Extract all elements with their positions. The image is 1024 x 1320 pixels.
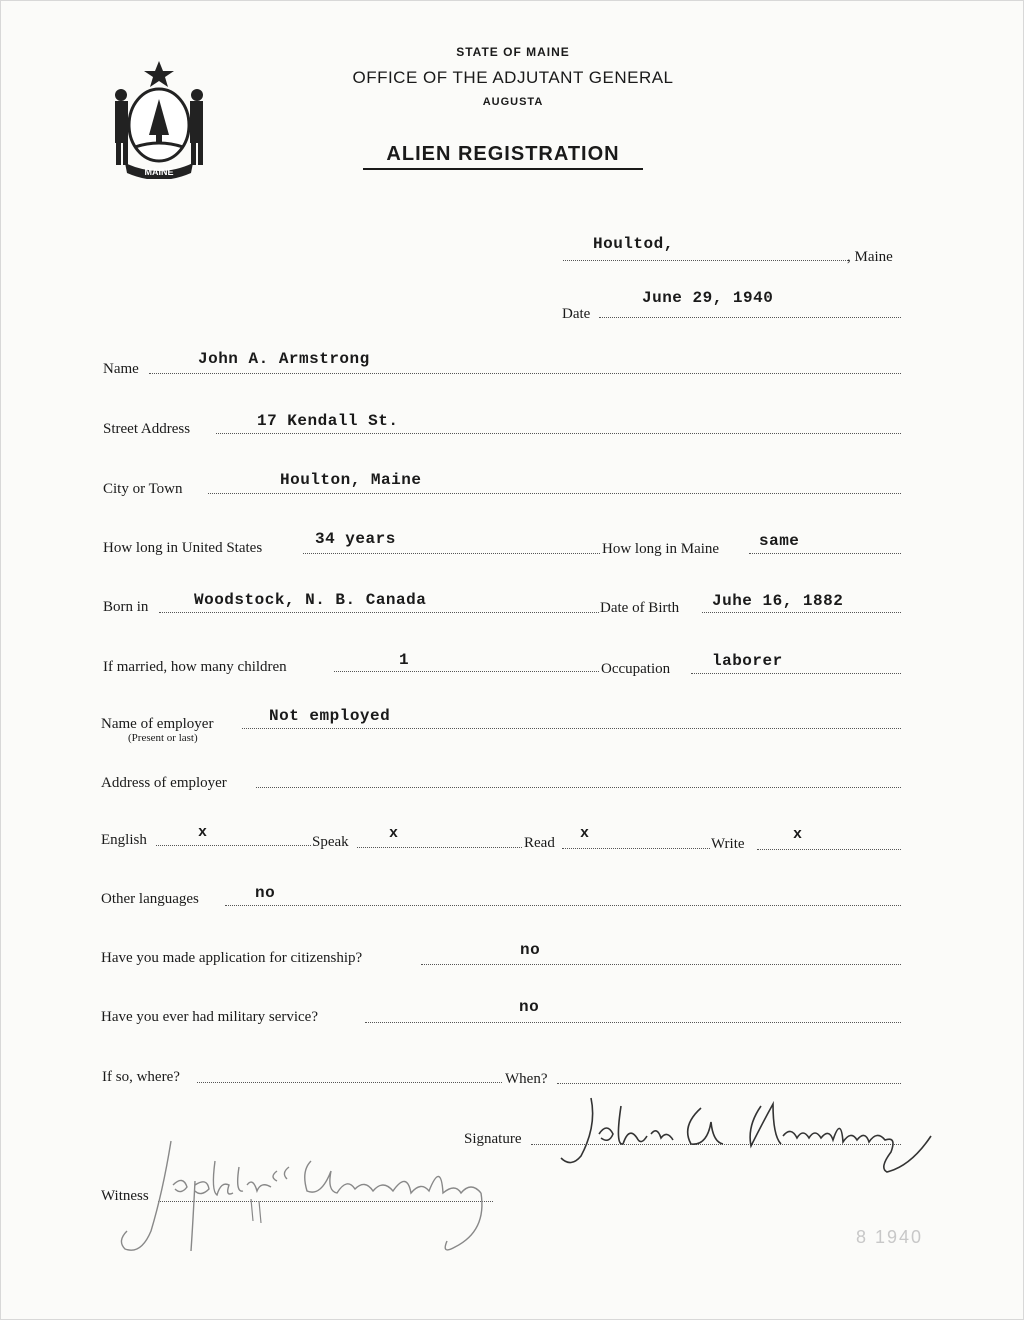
children-value: 1 xyxy=(399,651,410,669)
citizenship-label: Have you made application for citizenship? xyxy=(101,950,363,966)
applicant-signature xyxy=(551,1086,951,1176)
city-value: Houlton, Maine xyxy=(280,471,422,489)
name-label: Name xyxy=(103,361,139,377)
birthplace-label: Born in xyxy=(103,599,149,615)
employer-line xyxy=(242,728,901,729)
street-label: Street Address xyxy=(103,421,191,437)
employer-label: Name of employer xyxy=(101,716,214,732)
employer-address-line xyxy=(256,787,901,788)
english-mark: x xyxy=(198,824,208,841)
when-label: When? xyxy=(505,1071,548,1087)
place-line xyxy=(563,260,848,261)
citizenship-line xyxy=(421,964,901,965)
speak-line xyxy=(357,847,522,848)
employer-sublabel: (Present or last) xyxy=(128,732,198,744)
office-heading: OFFICE OF THE ADJUTANT GENERAL xyxy=(352,68,674,87)
children-label: If married, how many children xyxy=(103,659,287,675)
english-label: English xyxy=(101,832,147,848)
read-mark: x xyxy=(580,825,590,842)
languages-line xyxy=(225,905,901,906)
name-line xyxy=(149,373,901,374)
military-label: Have you ever had military service? xyxy=(101,1009,318,1025)
children-line xyxy=(334,671,599,672)
date-value: June 29, 1940 xyxy=(642,289,774,307)
when-line xyxy=(557,1083,901,1084)
speak-label: Speak xyxy=(312,834,349,850)
place-suffix: , Maine xyxy=(847,249,893,265)
occupation-value: laborer xyxy=(712,652,783,670)
birthplace-value: Woodstock, N. B. Canada xyxy=(194,591,427,609)
city-label: City or Town xyxy=(103,481,183,497)
state-heading: STATE OF MAINE xyxy=(456,45,570,59)
date-stamp: 8 1940 xyxy=(856,1227,924,1247)
birthdate-value: Juhe 16, 1882 xyxy=(712,592,844,610)
svg-text:MAINE: MAINE xyxy=(144,167,174,177)
employer-address-label: Address of employer xyxy=(101,775,227,791)
write-label: Write xyxy=(711,836,745,852)
read-label: Read xyxy=(524,835,555,851)
maine-duration-label: How long in Maine xyxy=(602,541,720,557)
write-line xyxy=(757,849,901,850)
occupation-label: Occupation xyxy=(601,661,671,677)
birthdate-label: Date of Birth xyxy=(600,600,680,616)
languages-label: Other languages xyxy=(101,891,199,907)
military-line xyxy=(365,1022,901,1023)
place-value: Houltod, xyxy=(593,235,674,253)
city-line xyxy=(208,493,901,494)
write-mark: x xyxy=(793,826,803,843)
date-line xyxy=(599,317,901,318)
read-line xyxy=(562,848,710,849)
birthdate-line xyxy=(702,612,901,613)
speak-mark: x xyxy=(389,825,399,842)
us-duration-label: How long in United States xyxy=(103,540,263,556)
us-duration-value: 34 years xyxy=(315,530,396,548)
maine-duration-value: same xyxy=(759,532,800,550)
us-duration-line xyxy=(303,553,600,554)
employer-value: Not employed xyxy=(269,707,391,725)
languages-value: no xyxy=(255,884,276,902)
signature-label: Signature xyxy=(464,1131,522,1147)
citizenship-value: no xyxy=(520,941,541,959)
english-line xyxy=(156,845,311,846)
street-value: 17 Kendall St. xyxy=(257,412,399,430)
occupation-line xyxy=(691,673,901,674)
witness-label: Witness xyxy=(101,1188,149,1204)
where-line xyxy=(197,1082,502,1083)
city-heading: AUGUSTA xyxy=(482,96,544,108)
name-value: John A. Armstrong xyxy=(198,350,370,368)
form-title: ALIEN REGISTRATION xyxy=(363,143,643,170)
maine-duration-line xyxy=(749,553,901,554)
where-label: If so, where? xyxy=(102,1069,180,1085)
military-value: no xyxy=(519,998,540,1016)
date-label: Date xyxy=(562,306,591,322)
street-line xyxy=(216,433,901,434)
witness-signature xyxy=(111,1131,581,1261)
birthplace-line xyxy=(159,612,599,613)
